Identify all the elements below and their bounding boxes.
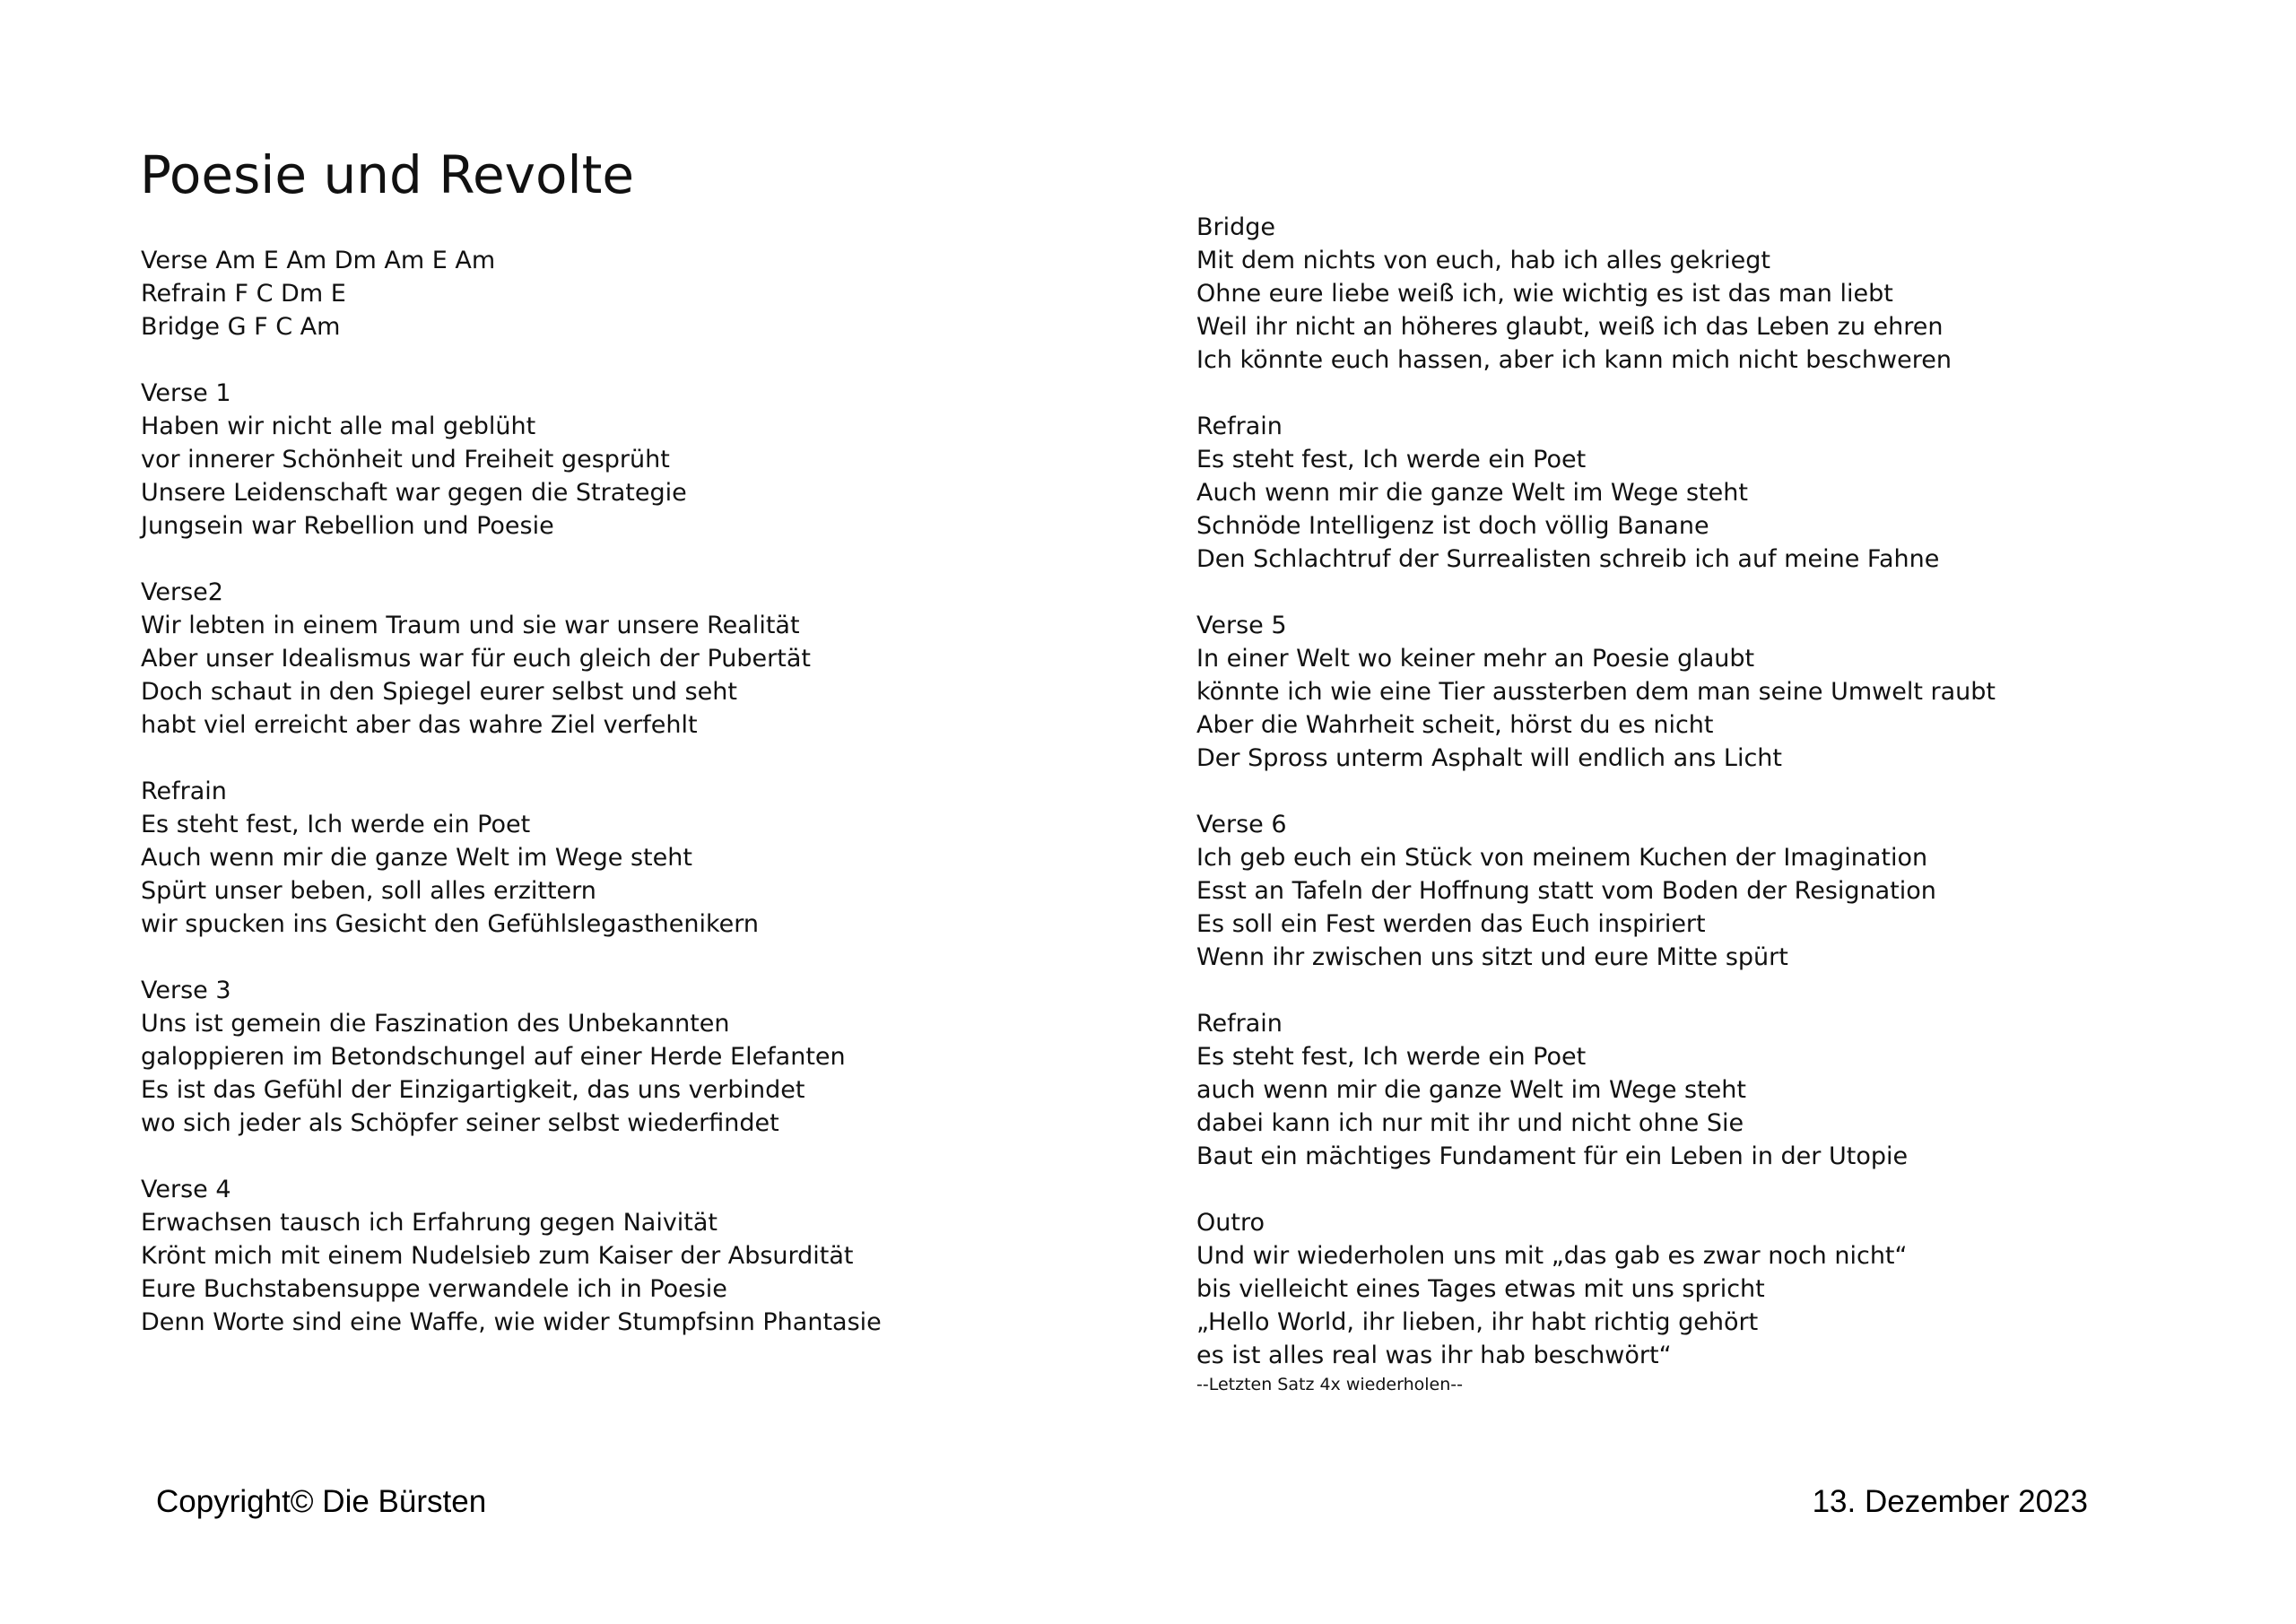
lyric-line: es ist alles real was ihr hab beschwört“ [1196,1342,1672,1369]
lyric-line: In einer Welt wo keiner mehr an Poesie glaubt [1196,645,1755,673]
section-heading: Verse2 [141,578,223,606]
lyric-line: Es steht fest, Ich werde ein Poet [1196,446,1587,473]
lyric-line: Aber unser Idealismus war für euch gleich der Pubertät [141,645,811,673]
chord-line: Bridge G F C Am [141,313,341,341]
lyric-line: Krönt mich mit einem Nudelsieb zum Kaiser der Absurdität [141,1242,854,1270]
lyric-line: Aber die Wahrheit scheit, hörst du es nicht [1196,711,1714,739]
lyric-line: bis vielleicht eines Tages etwas mit uns spricht [1196,1275,1765,1303]
verse-3-block [141,974,1127,1140]
lyric-line: Denn Worte sind eine Waffe, wie wider Stumpfsinn Phantasie [141,1308,882,1336]
section-heading: Verse 4 [141,1176,231,1203]
lyric-line: galoppieren im Betondschungel auf einer Herde Elefanten [141,1043,846,1071]
section-heading: Bridge [1196,213,1276,241]
section-heading: Verse 1 [141,379,231,407]
lyric-line: wir spucken ins Gesicht den Gefühlslegasthenikern [141,910,759,938]
refrain-1-block [141,775,1127,941]
section-heading: Refrain [141,777,227,805]
lyric-line: Wir lebten in einem Traum und sie war unsere Realität [141,612,800,639]
bridge-block [1196,211,2237,377]
lyric-line: Es ist das Gefühl der Einzigartigkeit, das uns verbindet [141,1076,805,1104]
refrain-2-block [1196,410,2237,576]
lyric-line: Und wir wiederholen uns mit „das gab es zwar noch nicht“ [1196,1242,1908,1270]
copyright-footer: Copyright© Die Bürsten [156,1484,487,1519]
lyric-line: wo sich jeder als Schöpfer seiner selbst wiederfindet [141,1109,779,1137]
lyric-line: Spürt unser beben, soll alles erzittern [141,877,596,905]
lyric-line: Auch wenn mir die ganze Welt im Wege steht [141,844,692,872]
section-heading: Outro [1196,1209,1265,1237]
lyric-line: dabei kann ich nur mit ihr und nicht ohne Sie [1196,1109,1744,1137]
lyric-line: Schnöde Intelligenz ist doch völlig Banane [1196,512,1709,540]
lyric-line: könnte ich wie eine Tier aussterben dem man seine Umwelt raubt [1196,678,1996,706]
lyric-line: Eure Buchstabensuppe verwandele ich in Poesie [141,1275,727,1303]
chords-block [141,244,1127,343]
right-column [1196,211,2237,1429]
lyric-line: Erwachsen tausch ich Erfahrung gegen Naivität [141,1209,718,1237]
section-heading: Refrain [1196,1010,1283,1038]
lyric-line: Es soll ein Fest werden das Euch inspiriert [1196,910,1706,938]
verse-4-block [141,1173,1127,1339]
lyric-line: „Hello World, ihr lieben, ihr habt richtig gehört [1196,1308,1759,1336]
lyric-line: Ich geb euch ein Stück von meinem Kuchen der Imagination [1196,844,1928,872]
lyric-line: Doch schaut in den Spiegel eurer selbst und seht [141,678,737,706]
lyric-line: Mit dem nichts von euch, hab ich alles gekriegt [1196,247,1770,274]
left-column [141,244,1127,1372]
verse-6-block [1196,808,2237,974]
repeat-note: --Letzten Satz 4x wiederholen-- [1196,1375,1463,1394]
lyric-line: Den Schlachtruf der Surrealisten schreib ich auf meine Fahne [1196,545,1940,573]
lyric-line: Auch wenn mir die ganze Welt im Wege steht [1196,479,1748,507]
lyric-line: Uns ist gemein die Faszination des Unbekannten [141,1010,730,1038]
section-heading: Refrain [1196,413,1283,440]
lyric-line: auch wenn mir die ganze Welt im Wege steht [1196,1076,1746,1104]
chord-line: Refrain F C Dm E [141,280,346,308]
verse-2-block [141,576,1127,742]
lyric-line: Weil ihr nicht an höheres glaubt, weiß ich das Leben zu ehren [1196,313,1944,341]
outro-block [1196,1206,2237,1395]
page-title: Poesie und Revolte [140,144,635,205]
lyric-line: Es steht fest, Ich werde ein Poet [141,811,531,838]
lyric-line: vor innerer Schönheit und Freiheit gesprüht [141,446,670,473]
chord-line: Verse Am E Am Dm Am E Am [141,247,496,274]
verse-1-block [141,377,1127,543]
section-heading: Verse 5 [1196,612,1287,639]
section-heading: Verse 3 [141,977,231,1004]
lyric-line: Jungsein war Rebellion und Poesie [141,512,554,540]
lyric-line: Haben wir nicht alle mal geblüht [141,413,536,440]
verse-5-block [1196,609,2237,775]
lyric-line: Es steht fest, Ich werde ein Poet [1196,1043,1587,1071]
date-footer: 13. Dezember 2023 [1812,1484,2088,1519]
lyric-line: Ich könnte euch hassen, aber ich kann mich nicht beschweren [1196,346,1952,374]
lyric-line: Baut ein mächtiges Fundament für ein Leben in der Utopie [1196,1142,1909,1170]
lyric-line: Der Spross unterm Asphalt will endlich ans Licht [1196,744,1783,772]
lyric-line: Esst an Tafeln der Hoffnung statt vom Boden der Resignation [1196,877,1936,905]
lyric-line: Unsere Leidenschaft war gegen die Strategie [141,479,687,507]
refrain-3-block [1196,1007,2237,1173]
lyric-line: Wenn ihr zwischen uns sitzt und eure Mitte spürt [1196,943,1788,971]
lyric-line: habt viel erreicht aber das wahre Ziel verfehlt [141,711,698,739]
lyric-line: Ohne eure liebe weiß ich, wie wichtig es ist das man liebt [1196,280,1893,308]
section-heading: Verse 6 [1196,811,1287,838]
